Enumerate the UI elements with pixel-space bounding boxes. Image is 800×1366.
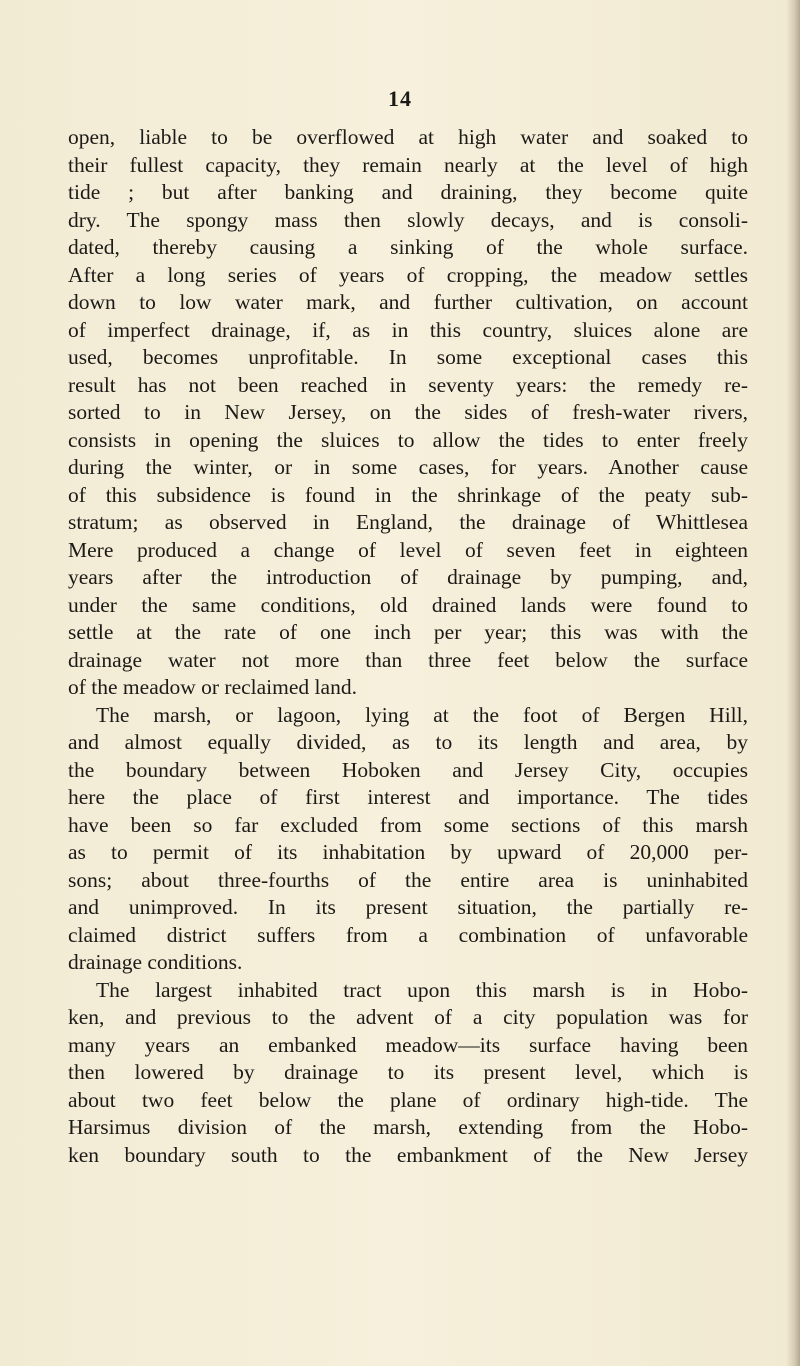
text-line: and almost equally divided, as to its length and area, by xyxy=(68,730,748,754)
text-line: drainage water not more than three feet below the surface xyxy=(68,647,748,672)
text-line: settle at the rate of one inch per year; this was with the xyxy=(68,620,748,644)
page-number: 14 xyxy=(388,86,412,111)
text-line: their fullest capacity, they remain nearly at the level of high xyxy=(68,152,748,177)
text-line: about two feet below the plane of ordinary high-tide. The xyxy=(68,1087,748,1112)
text-line: consists in opening the sluices to allow the tides to enter freely xyxy=(68,427,748,452)
text-line: dry. The spongy mass then slowly decays, and is consoli- xyxy=(68,207,748,232)
text-line: and unimproved. In its present situation, the partially re- xyxy=(68,895,748,919)
text-line: as to permit of its inhabitation by upward of 20,000 per- xyxy=(68,840,748,864)
text-line: Mere produced a change of level of seven feet in eighteen xyxy=(68,537,748,562)
text-line: during the winter, or in some cases, for years. Another cause xyxy=(68,455,748,479)
text-line: Harsimus division of the marsh, extending from the Hobo- xyxy=(68,1115,748,1139)
text-line: stratum; as observed in England, the drainage of Whittlesea xyxy=(68,510,748,534)
text-line: under the same conditions, old drained lands were found to xyxy=(68,592,748,617)
text-line: ken boundary south to the embankment of the New Jersey xyxy=(68,1142,748,1167)
text-line: result has not been reached in seventy years: the remedy re- xyxy=(68,372,748,397)
paragraph-end-line: of the meadow or reclaimed land. xyxy=(68,675,357,699)
text-line: sons; about three-fourths of the entire area is uninhabited xyxy=(68,867,748,892)
text-line: of this subsidence is found in the shrinkage of the peaty sub- xyxy=(68,482,748,507)
text-line: the boundary between Hoboken and Jersey City, occupies xyxy=(68,757,748,782)
text-line: After a long series of years of cropping, the meadow settles xyxy=(68,262,748,287)
text-line: down to low water mark, and further cultivation, on account xyxy=(68,290,748,314)
text-line: claimed district suffers from a combination of unfavorable xyxy=(68,922,748,947)
page-edge-shadow xyxy=(786,0,800,1366)
text-line: ken, and previous to the advent of a city population was for xyxy=(68,1005,748,1029)
text-line: here the place of first interest and importance. The tides xyxy=(68,785,748,809)
text-line: dated, thereby causing a sinking of the whole surface. xyxy=(68,235,748,259)
body-text xyxy=(68,124,748,1169)
text-line: of imperfect drainage, if, as in this country, sluices alone are xyxy=(68,317,748,342)
text-line: sorted to in New Jersey, on the sides of fresh-water rivers, xyxy=(68,400,748,424)
text-line: many years an embanked meadow—its surface having been xyxy=(68,1032,748,1057)
text-line: then lowered by drainage to its present level, which is xyxy=(68,1060,748,1084)
paragraph-start-line: The marsh, or lagoon, lying at the foot of Bergen Hill, xyxy=(96,702,748,727)
paragraph-end-line: drainage conditions. xyxy=(68,950,243,974)
paragraph-start-line: The largest inhabited tract upon this marsh is in Hobo- xyxy=(96,977,748,1002)
text-line: open, liable to be overflowed at high water and soaked to xyxy=(68,125,748,149)
text-line: tide ; but after banking and draining, they become quite xyxy=(68,180,748,204)
text-line: used, becomes unprofitable. In some exceptional cases this xyxy=(68,345,748,369)
text-line: have been so far excluded from some sections of this marsh xyxy=(68,812,748,837)
text-line: years after the introduction of drainage by pumping, and, xyxy=(68,565,748,589)
